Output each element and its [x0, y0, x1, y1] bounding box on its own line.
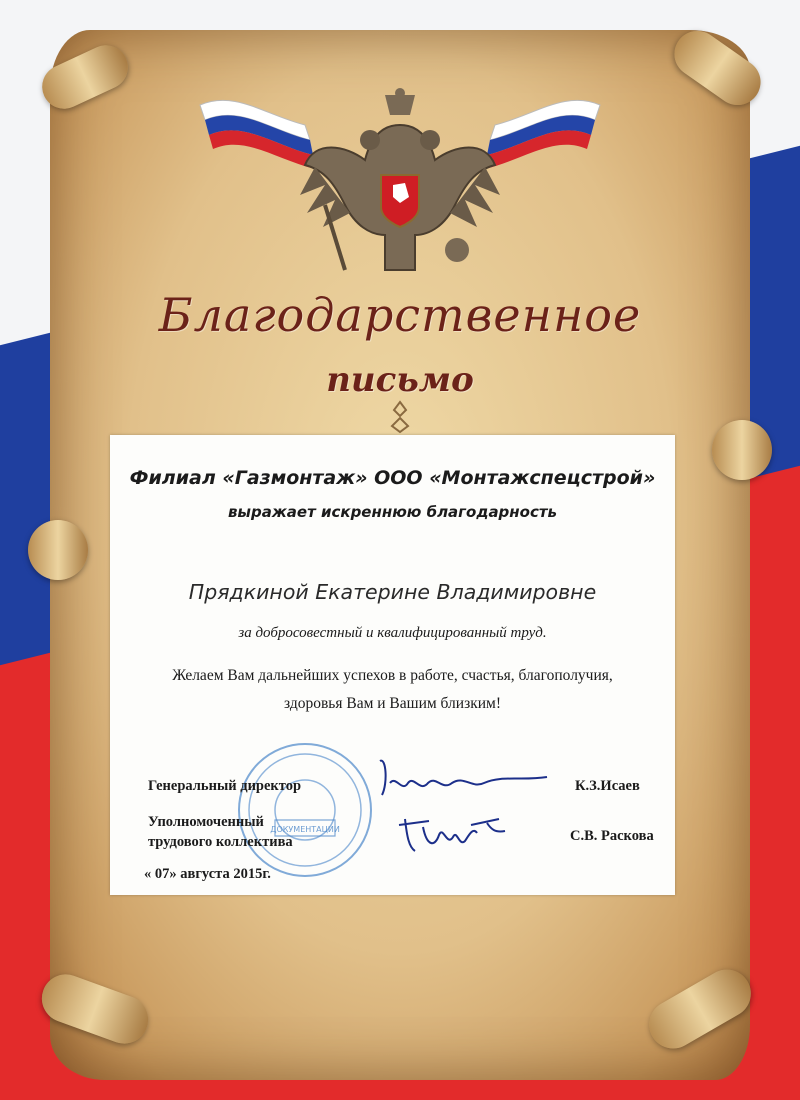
- wish-line-1: Желаем Вам дальнейших успехов в работе, счастья, благополучия,: [172, 667, 613, 684]
- headline-title: Благодарственное: [158, 288, 642, 342]
- authorized-signature: [395, 807, 515, 857]
- letter-date: « 07» августа 2015г.: [144, 866, 271, 882]
- recipient-name: Прядкиной Екатерине Владимировне: [188, 580, 597, 604]
- tricolor-ribbon-right: [485, 100, 600, 169]
- stamp-text: ДОКУМЕНТАЦИИ: [270, 825, 340, 834]
- reason-line: за добросовестный и квалифицированный труд.: [238, 625, 547, 641]
- director-signature: [372, 753, 552, 813]
- director-name: К.З.Исаев: [575, 778, 640, 794]
- official-stamp: [235, 740, 375, 880]
- director-title: Генеральный директор: [148, 778, 302, 794]
- ornament-icon: [386, 400, 414, 434]
- wish-line-2: здоровья Вам и Вашим близким!: [283, 695, 502, 712]
- headline-subtitle: письмо: [326, 360, 474, 400]
- letter-sheet: [110, 435, 675, 895]
- scroll-curl-right: [712, 420, 772, 480]
- gratitude-line: выражает искреннюю благодарность: [227, 503, 558, 521]
- authorized-title-line-2: трудового коллектива: [148, 834, 293, 850]
- coat-of-arms-emblem: [195, 85, 605, 285]
- authorized-name: С.В. Раскова: [570, 828, 654, 844]
- organization-name: Филиал «Газмонтаж» ООО «Монтажспецстрой»: [129, 467, 656, 489]
- authorized-title: [148, 812, 293, 852]
- scroll-curl-left: [28, 520, 88, 580]
- tricolor-ribbon-left: [200, 100, 315, 169]
- authorized-title-line-1: Уполномоченный: [148, 814, 264, 830]
- double-headed-eagle-icon: [300, 88, 500, 270]
